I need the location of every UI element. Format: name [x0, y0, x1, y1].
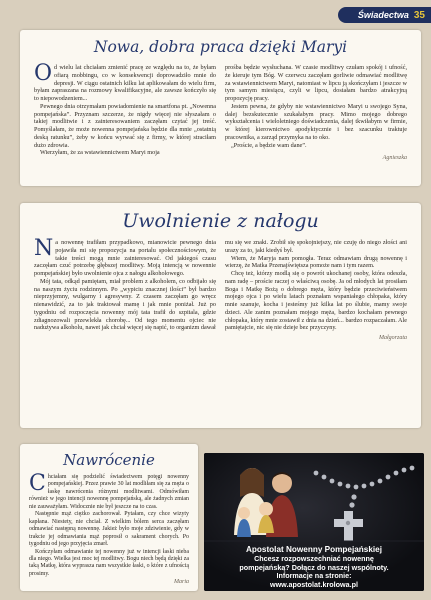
author-signature: Agnieszka: [382, 155, 407, 162]
ad-line: Informacje na stronie:: [276, 571, 352, 581]
author-signature: Małgorzata: [378, 335, 407, 341]
apostolate-advertisement: [204, 453, 424, 591]
drop-cap: O: [34, 61, 53, 86]
article-paragraph: Kończyłam odmawianie tej nowenny już w intencji łaski nieba dla niego. Wielka jest moc tej modlitwy. Bogu niech będą dzięki za taką Matkę, która wyprasza nam wszystkie łaski, o które z ufnością prosimy.: [29, 548, 189, 577]
article-paragraph: Następnie mąż ciężko zachorował. Pytałam, czy chce wizyty kapłana. Niestety, nie chciał. Z wielkim bólem serca zaczęłam odmawiać następną nowennę. Jakież było moje zdziwienie, gdy w trakcie jej odmawiania mąż poprosił o sakrament chorych. Po tygodniu od jego przyjęcia zmarł.: [29, 511, 189, 548]
article-paragraph: Jestem pewna, że gdyby nie wstawiennictwo Maryi u swojego Syna, dalej bezskutecznie szukałabym pracy. Mimo mojego dobrego wykształcenia i wieloletniego doświadczenia, dalej tkwiłabym w firmie, w której kierownictwo apodyktycznie i bez szacunku traktuje pracownika, a zarząd przymyka na to oko.: [225, 102, 407, 141]
article-paragraph: prośba będzie wysłuchana. W czasie modlitwy czułam spokój i ufność, że kieruje tym Bóg. W czerwcu zaczęłam gorliwie odmawiać modlitwę za wstawiennictwem Maryi, natomiast w lipcu ją skończyłam i jeszcze w tym samym miesiącu, czyli w lipcu, dostałam bardzo atrakcyjną propozycję pracy.: [225, 64, 407, 102]
drop-cap: C: [29, 471, 46, 496]
article-title: Uwolnienie z nałogu: [122, 210, 319, 232]
article-paragraph: „Proście, a będzie wam dane”.: [231, 141, 307, 149]
ad-text-block: [204, 545, 424, 589]
ad-title: Apostolat Nowenny Pompejańskiej: [245, 545, 383, 554]
article-paragraph: Mój tata, odkąd pamiętam, miał problem z alkoholem, co odbijało się na naszym życiu rodzinnym. Po „wypiciu znacznej ilości” był bardzo nieprzyjemny, wulgarny i agresywny. Z czasem zaczęłam go wręcz nienawidzić, za to jak traktował mamę i jak mnie poniżał. Już po tygodniu od rozpoczęcia nowenny mój tata trafił do szpitala, gdzie zdiagnozowali przewlekła chorobę... Od tego momentu ojciec nie nadużywa alkoholu, nawet jak chciał więcej się napić, to organizm dawał: [34, 277, 216, 332]
article-paragraph: Wierzyłam, że za wstawiennictwem Maryi moja: [40, 149, 160, 157]
article-paragraph: Na nowennę trafiłam przypadkowo, mianowicie pewnego dnia pojawiła mi się propozycja na portalu społecznościowym, że takie treści mogą mnie zainteresować. Od jakiegoś czasu zaczęłam czuć potrzebę głębszej modlitwy. Moją intencją w nowennie pompejańskiej było uwolnienie ojca z nałogu alkoholowego.: [34, 236, 216, 277]
article-column-right: [225, 64, 407, 163]
article-card-addiction: [20, 203, 421, 428]
article-column-left: [34, 236, 216, 343]
article-card-conversion: [20, 444, 198, 591]
ad-website-link[interactable]: www.apostolat.krolowa.pl: [270, 579, 358, 589]
drop-cap: N: [34, 236, 54, 261]
article-paragraph: Wiem, że Maryja nam pomogła. Teraz odmawiam drugą nowennę i wierzę, że Matka Przenajświętsza pomoże nam i tym razem.: [225, 254, 407, 270]
article-column-left: [34, 61, 216, 163]
article-column: [29, 471, 189, 587]
article-title: Nawrócenie: [63, 451, 155, 469]
article-paragraph: Pewnego dnia otrzymałam powiadomienie na smartfona pt. „Nowenna pompejańska”. Przyznam szczerze, że nigdy więcej nie słyszałam o takiej modlitwie i z zainteresowaniem zaczęłam czytać jej treść. Pomyślałam, że może nowenna pompejańska będzie dla mnie „ostatnią deską ratunku”, żeby w końcu wyrwać się z firmy, w której straciłam dużo zdrowia.: [34, 102, 216, 149]
page-number: 35: [413, 9, 425, 21]
page-header-tab: [338, 7, 431, 23]
magazine-section-name: Świadectwa: [357, 10, 409, 20]
article-column-right: [225, 239, 407, 343]
article-paragraph: Chciałam się podzielić świadectwem potęgi nowenny pompejańskiej. Przez prawie 30 lat modliłam się za męża o łaskę nawrócenia różnymi modlitwami. Odmówiłam również w jego intencji nowennę pompejańską, ale żadnych zmian nie zauważyłam. Widocznie nie był jeszcze na to czas.: [29, 471, 189, 510]
article-card-new-job: [20, 30, 421, 186]
article-paragraph: Chcę też, którzy modlą się o powrót ukochanej osoby, która odeszła, nam radę – proście raczej o właściwą osobę. Ja od młodych lat prosiłam Boga i Matkę Bożą o dobrego męża, który będzie przeciwieństwem mojego ojca i po wielu latach poznałam wspaniałego chłopaka, który mnie szanuje, kocha i jesteśmy już kilka lat po ślubie, mamy swoje dzieci. Ale zanim poznałam mojego męża, bardzo kochałam pewnego chłopaka, który mnie zostawił z dnia na dzień... bardzo rozpaczałam. Ale pamiętajcie, nic się nie dzieje bez przyczyny.: [225, 270, 407, 332]
article-paragraph: Od wielu lat chciałam zmienić pracę ze względu na to, że byłam ofiarą mobbingu, co w konsekwencji doprowadziło mnie do depresji. W ciągu ostatnich kilku lat aplikowałam do wielu firm, byłam zapraszana na rozmowy kwalifikacyjne, ale zawsze kończyło się to niepowodzeniem...: [34, 61, 216, 102]
ad-line: pompejańską? Dołącz do naszej wspólnoty.: [239, 562, 389, 572]
article-title: Nowa, dobra praca dzięki Maryi: [93, 38, 348, 56]
article-paragraph: mu się we znaki. Zrobił się spokojniejszy, nie czuję do niego złości ani urazy za to, jaki kiedyś był.: [225, 239, 407, 254]
author-signature: Maria: [174, 579, 189, 586]
ad-line: Chcesz rozpowszechniać nowennę: [254, 554, 374, 563]
